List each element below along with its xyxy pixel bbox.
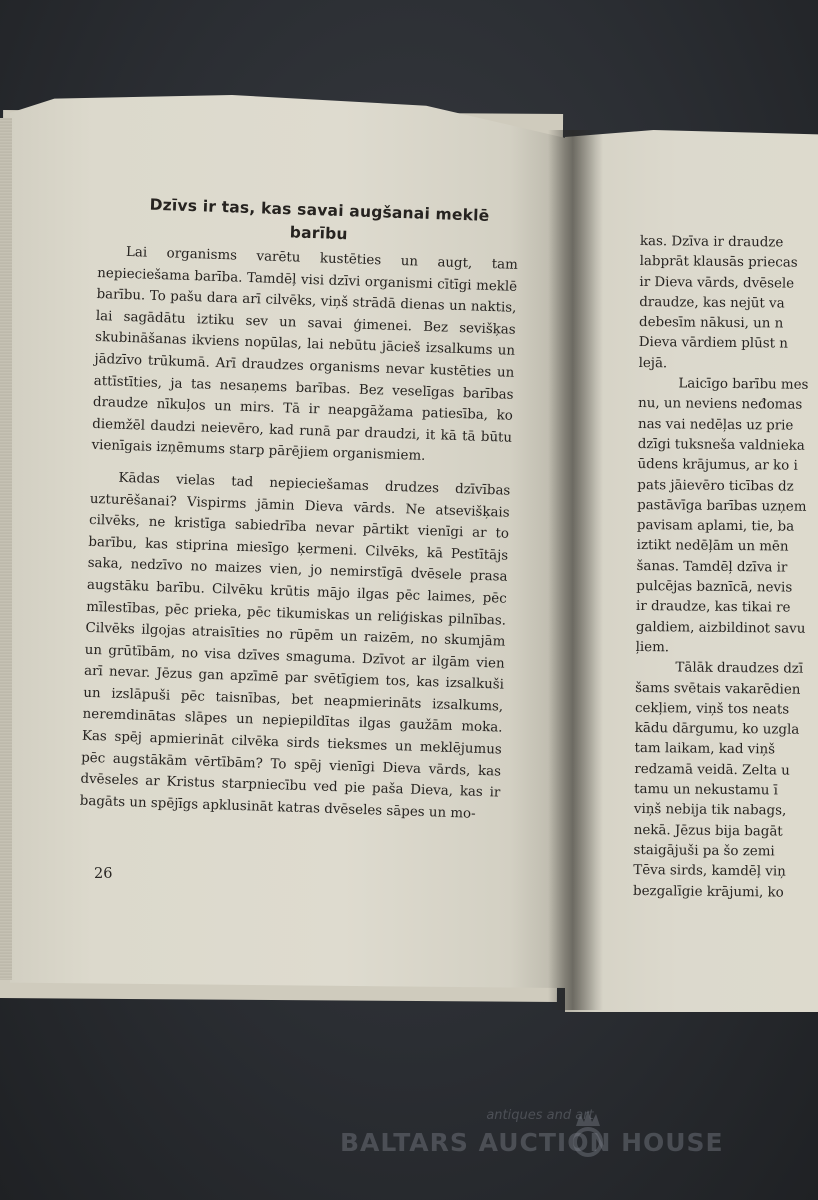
right-page-line: labprāt klausās priecas [639,254,798,271]
chapter-heading: Dzīvs ir tas, kas savai augšanai meklē barību [149,195,490,244]
right-page-line: šams svētais vakarēdien [635,680,801,698]
right-page-line: tam laikam, kad viņš [634,741,776,758]
right-page-line: pavisam aplami, tie, ba [636,518,795,535]
paragraph-2: Kādas vielas tad nepieciešamas drudzes dzīvības uzturēšanai? Vispirms jāmin Dieva vārds. Ne atsevišķais cilvēks, ne kristīga sabiedrība nevar pārtikt vienīgi ar to barību, kas stiprina miesīgo ķermeni. Cilvēks, kā Pestītājs saka, nedzīvo no maizes vien, jo nemirstīgā dvēsele prasa augstāku barību. Cilvēku krūtis mājo ilgas pēc laimes, pēc mīlestības, pēc prieka, pēc tikumiskas un reliģiskas pilnības. Cilvēks ilgojas atraisīties no rūpēm un raizēm, no skumjām un grūtībām, no visa dzīves smaguma. Dzīvot ar ilgām vien arī nevar. Jēzus gan apzīmē par svētīgiem tos, kas izsalkuši un izslāpuši pēc taisnības, bet neapmierināts izsalkums, neremdinātas slāpes un nepiepildītas ilgas gaužām moka. Kas spēj apmierināt cilvēka sirds tieksmes un meklējumus pēc augstākām vērtībām? To spēj vienīgi Dieva vārds, kas dvēseles ar Kristus starpniecību ved pie paša Dieva, kas ir bagāts un spējīgs apklusināt katras dvēseles sāpes un mo- [79,470,511,822]
right-page-line: bezgalīgie krājumi, ko [633,883,784,901]
right-page-line: pastāvīga barības uzņem [637,497,807,515]
page-number: 26 [94,866,113,882]
right-page-line: cekļiem, viņš tos neats [634,700,790,718]
right-page-line: lejā. [638,355,668,372]
right-page-line: kādu dārgumu, ko uzgla [634,721,800,738]
right-page-line: dzīgi tuksneša valdnieka [637,436,805,454]
right-page-line: Tālāk draudzes dzī [675,660,804,677]
right-page-line: nekā. Jēzus bija bagāt [633,822,783,840]
right-page-line: ir Dieva vārds, dvēsele [639,274,795,292]
watermark [340,1108,760,1168]
right-page-line: ūdens krājumus, ar ko i [637,457,798,474]
right-page-line: galdiem, aizbildinot savu [635,619,806,637]
paragraph-1: Lai organisms varētu kustēties un augt, tam nepieciešama barība. Tamdēļ visi dzīvi organismi cītīgi meklē barību. To pašu dara arī cilvēks, viņš strādā dienas un naktis, lai sagādātu iztiku sev un savai ģimenei. Bez sevišķas skubināšanas ikviens nopūlas, lai nebūtu jācieš izsalkums un jādzīvo trūkumā. Arī draudzes organisms nevar kustēties un attīstīties, ja tas nesaņems barības. Bez veselīgas barības draudze nīkuļos un mirs. Tā ir neapgāžama patiesība, ko diemžēl daudzi neievēro, kad runā par draudzi, it kā tā būtu vienīgais izņēmums starp pārējiem organismiem. [91,244,519,465]
right-page-line: iztikt nedēļām un mēn [636,538,789,556]
right-page-line: Tēva sirds, kamdēļ viņ [633,863,786,880]
right-page-text [633,232,818,904]
watermark-tagline: antiques and art [486,1108,594,1123]
right-page-line: redzamā veidā. Zelta u [634,761,790,779]
right-page-line: nu, un neviens neđomas [638,396,803,414]
right-page-line: debesīm nākusi, un n [638,315,784,332]
right-page-line: pats jāievēro ticības dz [637,477,794,495]
right-page-line: tamu un nekustamu ī [634,781,779,799]
right-page-line: šanas. Tamdēļ dzīva ir [636,558,788,576]
right-page-line: draudze, kas nejūt va [639,294,785,312]
right-page-line: pulcējas baznīcā, nevis [636,579,793,596]
page-edges [0,118,12,980]
right-page-line: kas. Dzīva ir draudze [639,233,784,251]
right-page-line: ļiem. [635,639,670,656]
right-page-line: Dieva vārdiem plūst n [638,335,788,353]
right-page-line: Laicīgo barību mes [678,376,809,393]
left-page-text [79,192,519,826]
right-page-line: viņš nebija tik nabags, [633,802,787,819]
right-page-line: staigājuši pa šo zemi [633,842,775,860]
watermark-name: BALTARS AUCTION HOUSE [340,1128,724,1157]
right-page-line: nas vai nedēļas uz prie [637,416,794,434]
book-spine-shadow [548,130,603,1010]
right-page-line: ir draudze, kas tikai re [635,599,791,616]
